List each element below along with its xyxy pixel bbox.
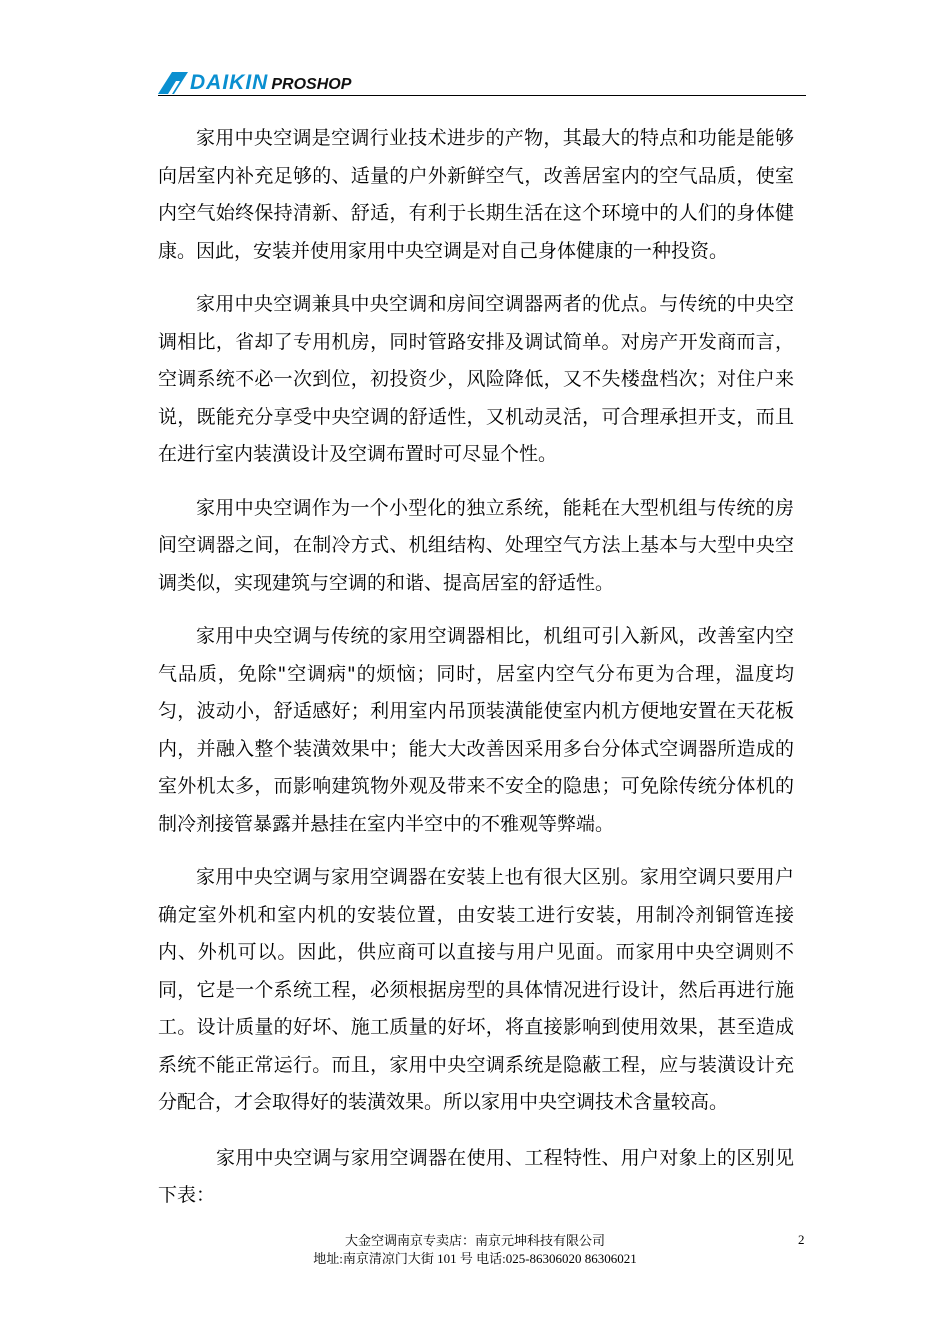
daikin-proshop-logo [158, 66, 351, 94]
logo-brand-text: DAIKIN [190, 71, 269, 94]
daikin-logo-mark-icon [158, 72, 188, 94]
paragraph-2: 家用中央空调兼具中央空调和房间空调器两者的优点。与传统的中央空调相比，省却了专用机房，同时管路安排及调试简单。对房产开发商而言，空调系统不必一次到位，初投资少，风险降低，又不失楼盘档次；对住户来说，既能充分享受中央空调的舒适性，又机动灵活，可合理承担开支，而且在进行室内装潢设计及空调布置时可尽显个性。 [158, 293, 794, 465]
page-number: 2 [798, 1232, 805, 1247]
paragraph-5: 家用中央空调与家用空调器在安装上也有很大区别。家用空调只要用户确定室外机和室内机的安装位置，由安装工进行安装，用制冷剂铜管连接内、外机可以。因此，供应商可以直接与用户见面。而家用中央空调则不同，它是一个系统工程，必须根据房型的具体情况进行设计，然后再进行施工。设计质量的好坏、施工质量的好坏，将直接影响到使用效果，甚至造成系统不能正常运行。而且，家用中央空调系统是隐蔽工程，应与装潢设计充分配合，才会取得好的装潢效果。所以家用中央空调技术含量较高。 [158, 866, 794, 1113]
paragraph-3: 家用中央空调作为一个小型化的独立系统，能耗在大型机组与传统的房间空调器之间，在制冷方式、机组结构、处理空气方法上基本与大型中央空调类似，实现建筑与空调的和谐、提高居室的舒适性。 [158, 496, 794, 594]
footer-company: 大金空调南京专卖店：南京元坤科技有限公司 [344, 1233, 605, 1248]
logo-sub-text: PROSHOP [271, 76, 352, 93]
paragraph-1: 家用中央空调是空调行业技术进步的产物，其最大的特点和功能是能够向居室内补充足够的、适量的户外新鲜空气，改善居室内的空气品质，使室内空气始终保持清新、舒适，有利于长期生活在这个环境中的人们的身体健康。因此，安装并使用家用中央空调是对自己身体健康的一种投资。 [158, 127, 794, 262]
header-divider [158, 95, 806, 96]
paragraph-6: 家用中央空调与家用空调器在使用、工程特性、用户对象上的区别见下表： [158, 1146, 794, 1206]
footer-address: 地址:南京清凉门大街 101 号 电话:025-86306020 86306021 [313, 1251, 637, 1266]
document-body [158, 120, 794, 1231]
paragraph-4: 家用中央空调与传统的家用空调器相比，机组可引入新风，改善室内空气品质，免除"空调病"的烦恼；同时，居室内空气分布更为合理，温度均匀，波动小，舒适感好；利用室内吊顶装潢能使室内机方便地安置在天花板内，并融入整个装潢效果中；能大大改善因采用多台分体式空调器所造成的室外机太多，而影响建筑物外观及带来不安全的隐患；可免除传统分体机的制冷剂接管暴露并悬挂在室内半空中的不雅观等弊端。 [158, 625, 794, 835]
page-header [158, 62, 806, 96]
